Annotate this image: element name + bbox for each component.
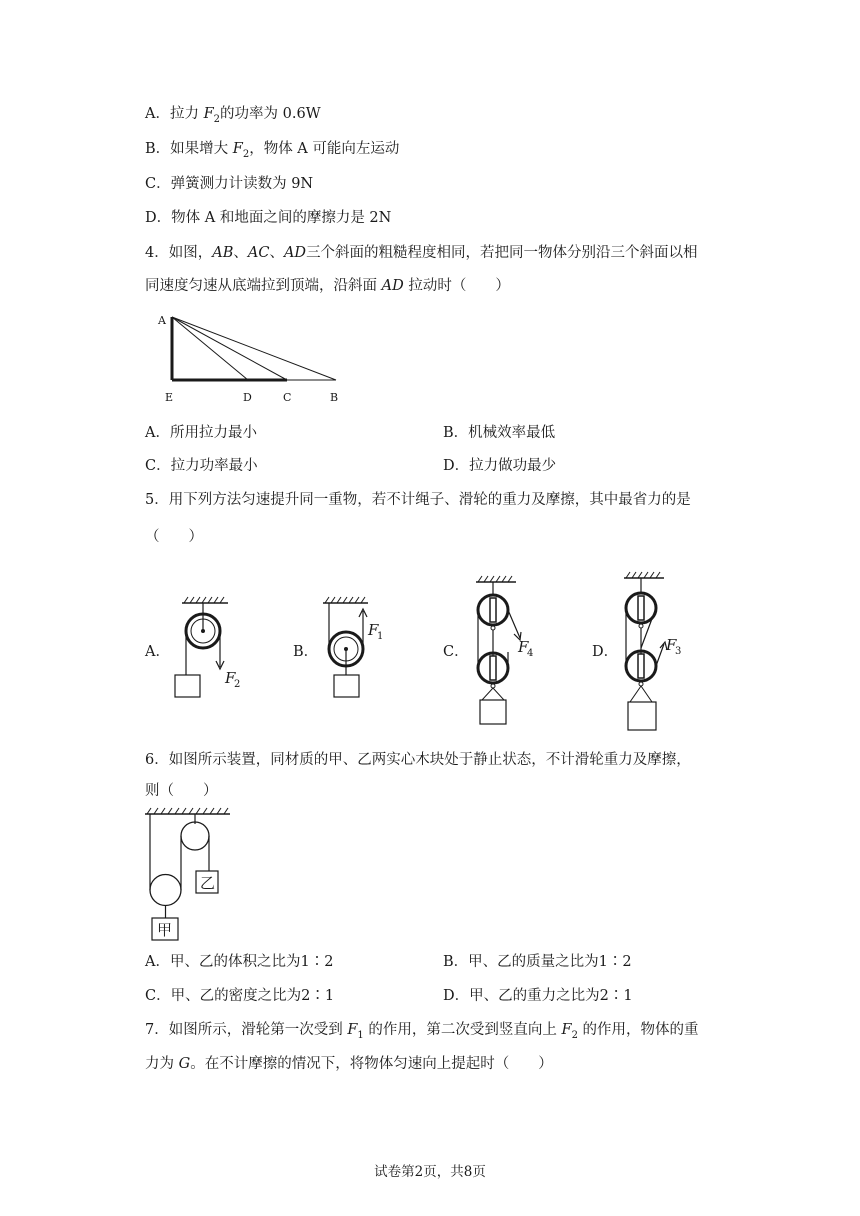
q4-option-d: D．拉力做功最少 (443, 458, 557, 474)
q7-stem-line1: 7．如图所示，滑轮第一次受到 $F_1$ 的作用，第二次受到竖直向上 $F_2$ 的作用，物体的重 (145, 1022, 699, 1041)
q5-option-b-label: B． (293, 644, 319, 660)
label-d: D (243, 391, 252, 404)
q6-option-d: D．甲、乙的重力之比为2∶1 (443, 988, 633, 1004)
svg-text:4: 4 (527, 648, 534, 659)
movable-pulley (150, 875, 181, 906)
q3-option-b: B．如果增大 $F_2$，物体 A 可能向左运动 (145, 141, 400, 160)
svg-text:F: F (666, 636, 677, 654)
svg-text:F: F (518, 638, 529, 656)
weight-c (480, 700, 506, 724)
q6-option-c: C．甲、乙的密度之比为2∶1 (145, 988, 335, 1004)
q3-option-d: D．物体 A 和地面之间的摩擦力是 2N (145, 210, 392, 226)
incline-ab (172, 317, 336, 380)
q6-stem-line2: 则（ ） (145, 783, 218, 799)
incline-ad (172, 317, 248, 380)
q4-incline-figure (150, 305, 350, 405)
label-a: A (158, 314, 166, 327)
q6-option-a: A．甲、乙的体积之比为1∶2 (145, 954, 334, 970)
q6-option-b: B．甲、乙的质量之比为1∶2 (443, 954, 632, 970)
svg-text:F: F (368, 621, 379, 639)
q4-stem-line2: 同速度匀速从底端拉到顶端，沿斜面 AD 拉动时（ ） (145, 278, 510, 294)
incline-ac (172, 317, 287, 380)
svg-text:甲: 甲 (157, 921, 173, 939)
q6-pulley-figure (140, 806, 240, 946)
q4-option-b: B．机械效率最低 (443, 425, 556, 441)
q5-figure-a (170, 595, 250, 705)
q5-option-a-label: A． (145, 644, 170, 660)
q3-option-a: A．拉力 $F_2$的功率为 0.6W (145, 106, 321, 125)
q3-option-c: C．弹簧测力计读数为 9N (145, 176, 314, 192)
weight-a (175, 675, 200, 697)
q4-option-c: C．拉力功率最小 (145, 458, 258, 474)
q5-stem-line2: （ ） (145, 529, 203, 545)
q5-figure-d (616, 568, 696, 738)
label-e: E (165, 391, 174, 404)
label-c: C (283, 391, 292, 404)
q5-stem-line1: 5．用下列方法匀速提升同一重物，若不计绳子、滑轮的重力及摩擦，其中最省力的是 (145, 492, 691, 508)
q4-option-a: A．所用拉力最小 (145, 425, 257, 441)
weight-b (334, 675, 359, 697)
pulley-c-bottom (478, 653, 508, 683)
svg-text:2: 2 (234, 679, 241, 690)
q5-figure-c (468, 572, 548, 732)
svg-text:乙: 乙 (200, 874, 216, 892)
q4-stem-line1: 4．如图，AB、AC、AD三个斜面的粗糙程度相同，若把同一物体分别沿三个斜面以相 (145, 245, 698, 261)
q5-figure-b (318, 595, 398, 705)
weight-d (628, 702, 656, 730)
pulley-c-top (478, 595, 508, 625)
pulley-d-bottom (626, 651, 656, 681)
fixed-pulley (181, 822, 209, 850)
q6-stem-line1: 6．如图所示装置，同材质的甲、乙两实心木块处于静止状态，不计滑轮重力及摩擦， (145, 752, 691, 768)
label-b: B (330, 391, 339, 404)
q7-stem-line2: 力为 G。在不计摩擦的情况下，将物体匀速向上提起时（ ） (145, 1056, 553, 1072)
q5-option-d-label: D． (592, 644, 619, 660)
svg-text:F: F (225, 669, 236, 687)
svg-text:1: 1 (377, 631, 384, 642)
page-footer: 试卷第2页，共8页 (374, 1164, 486, 1180)
svg-text:3: 3 (675, 646, 682, 657)
q5-option-c-label: C． (443, 644, 469, 660)
